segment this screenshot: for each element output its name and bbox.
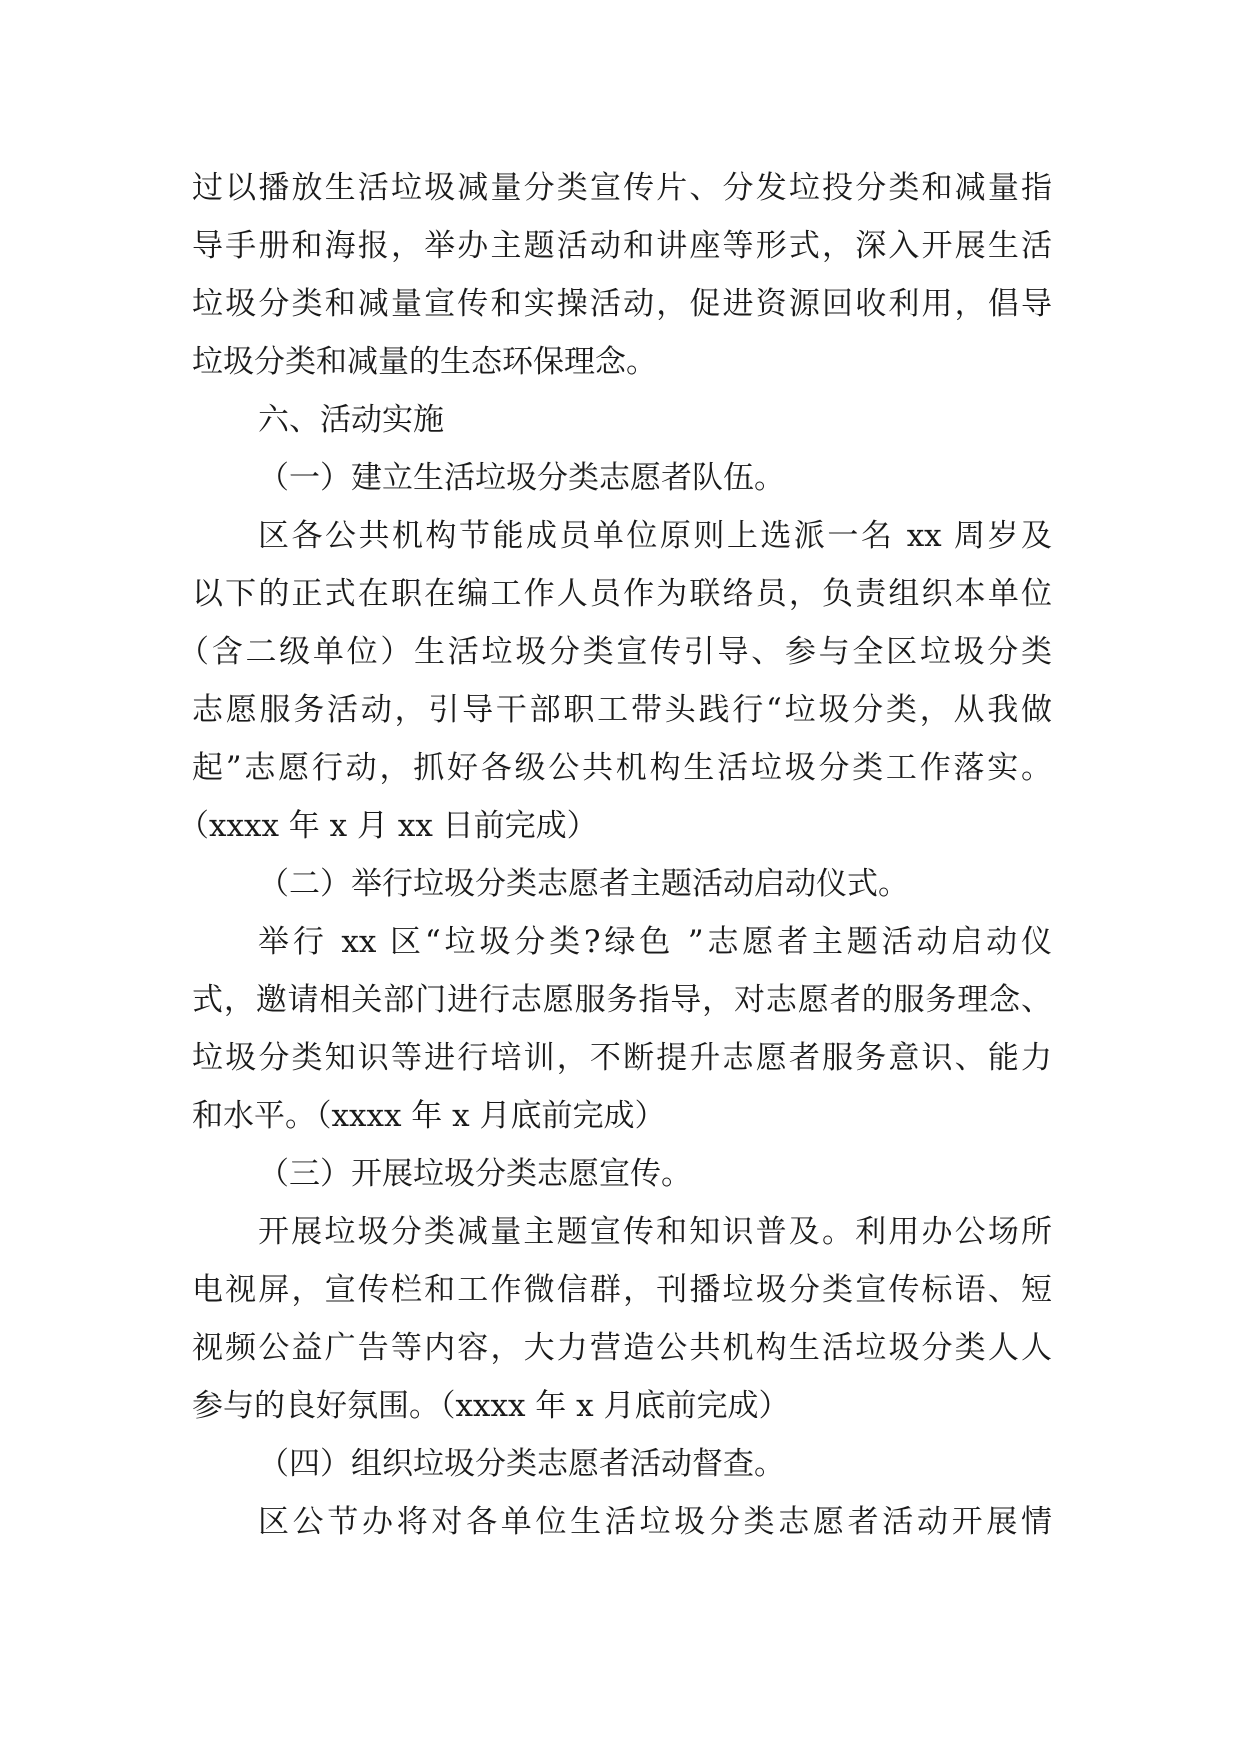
paragraph-line: 和水平。（xxxx 年 x 月底前完成） [192,1098,666,1134]
paragraph-line: 参与的良好氛围。（xxxx 年 x 月底前完成） [192,1388,790,1424]
paragraph-line: 区各公共机构节能成员单位原则上选派一名 xx 周岁及 [258,518,1052,554]
section-heading: 六、活动实施 [258,402,444,438]
paragraph-line: 式，邀请相关部门进行志愿服务指导，对志愿者的服务理念、 [192,982,1052,1018]
subsection-heading: （四）组织垃圾分类志愿者活动督查。 [258,1446,785,1482]
paragraph-line: 垃圾分类和减量宣传和实操活动，促进资源回收利用，倡导 [192,286,1052,322]
paragraph-line: 视频公益广告等内容，大力营造公共机构生活垃圾分类人人 [192,1330,1052,1366]
paragraph-line: 志愿服务活动，引导干部职工带头践行“垃圾分类，从我做 [192,692,1052,728]
subsection-heading: （一）建立生活垃圾分类志愿者队伍。 [258,460,785,496]
paragraph-line: 区公节办将对各单位生活垃圾分类志愿者活动开展情 [258,1504,1052,1540]
paragraph-line: 垃圾分类知识等进行培训，不断提升志愿者服务意识、能力 [192,1040,1052,1076]
paragraph-line: 以下的正式在职在编工作人员作为联络员，负责组织本单位 [192,576,1052,612]
subsection-heading: （二）举行垃圾分类志愿者主题活动启动仪式。 [258,866,909,902]
paragraph-line: 电视屏，宣传栏和工作微信群，刊播垃圾分类宣传标语、短 [192,1272,1052,1308]
paragraph-line: （含二级单位）生活垃圾分类宣传引导、参与全区垃圾分类 [178,634,1052,670]
paragraph-line: 过以播放生活垃圾减量分类宣传片、分发垃投分类和减量指 [192,170,1052,206]
subsection-heading: （三）开展垃圾分类志愿宣传。 [258,1156,692,1192]
paragraph-line: 举行 xx 区“垃圾分类?绿色 ”志愿者主题活动启动仪 [258,924,1052,960]
paragraph-line: 起”志愿行动，抓好各级公共机构生活垃圾分类工作落实。 [192,750,1052,786]
paragraph-line: 开展垃圾分类减量主题宣传和知识普及。利用办公场所 [258,1214,1052,1250]
paragraph-line: 垃圾分类和减量的生态环保理念。 [192,344,657,380]
paragraph-line: （xxxx 年 x 月 xx 日前完成） [178,808,598,844]
paragraph-line: 导手册和海报，举办主题活动和讲座等形式，深入开展生活 [192,228,1052,264]
